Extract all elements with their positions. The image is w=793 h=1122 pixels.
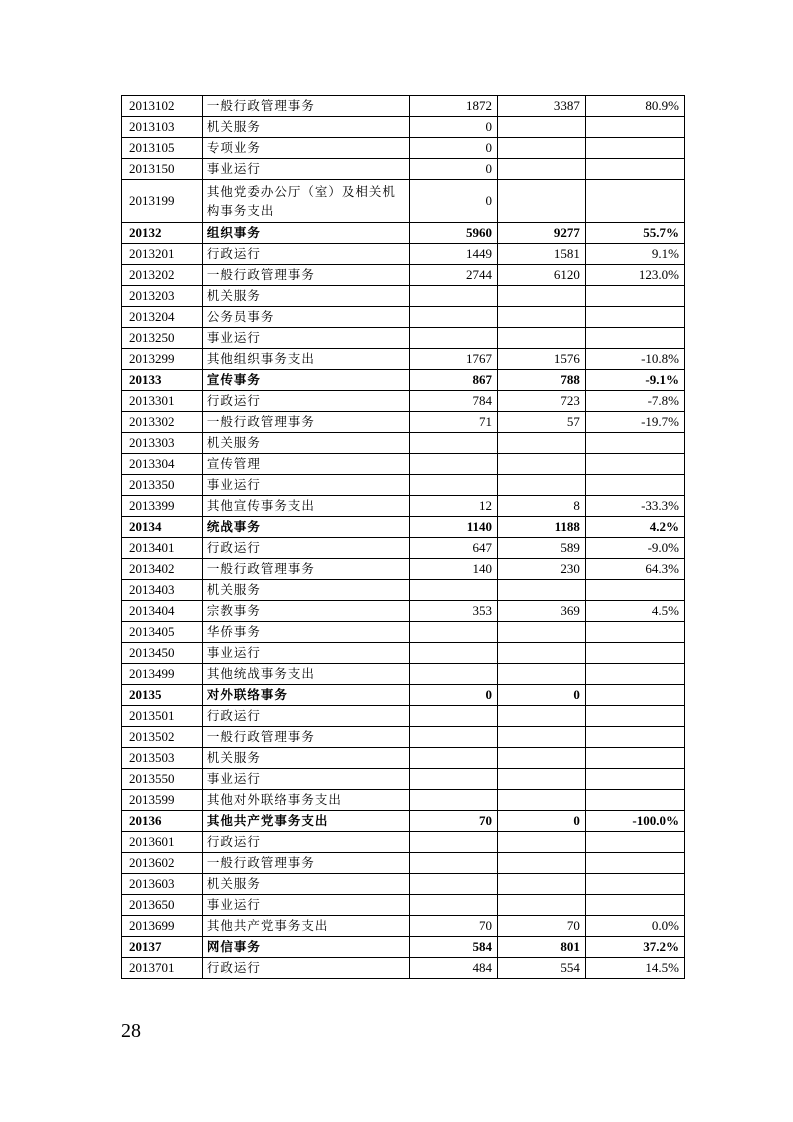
row-name-cell: 行政运行 — [202, 538, 409, 559]
row-code-cell: 2013301 — [122, 391, 203, 412]
row-2018-value-cell — [410, 664, 498, 685]
row-name-cell: 事业运行 — [202, 769, 409, 790]
row-2019-value-cell: 6120 — [497, 265, 585, 286]
row-2019-value-cell — [497, 706, 585, 727]
row-change-percent-cell — [585, 307, 684, 328]
row-change-percent-cell — [585, 643, 684, 664]
row-code-cell: 2013350 — [122, 475, 203, 496]
page-number: 28 — [121, 1020, 141, 1042]
budget-table — [121, 95, 685, 979]
row-2019-value-cell — [497, 622, 585, 643]
row-2019-value-cell — [497, 286, 585, 307]
row-name-cell: 机关服务 — [202, 874, 409, 895]
row-2019-value-cell — [497, 664, 585, 685]
row-name-cell: 一般行政管理事务 — [202, 727, 409, 748]
row-change-percent-cell — [585, 832, 684, 853]
row-2018-value-cell — [410, 307, 498, 328]
row-code-cell: 2013304 — [122, 454, 203, 475]
row-2019-value-cell: 801 — [497, 937, 585, 958]
table-row — [122, 496, 685, 517]
row-name-cell: 其他对外联络事务支出 — [202, 790, 409, 811]
row-2018-value-cell — [410, 832, 498, 853]
row-2018-value-cell: 71 — [410, 412, 498, 433]
row-2018-value-cell — [410, 748, 498, 769]
row-2019-value-cell — [497, 748, 585, 769]
row-change-percent-cell — [585, 454, 684, 475]
row-change-percent-cell: 0.0% — [585, 916, 684, 937]
row-2018-value-cell — [410, 727, 498, 748]
row-change-percent-cell: 4.5% — [585, 601, 684, 622]
row-code-cell: 2013650 — [122, 895, 203, 916]
row-2018-value-cell: 0 — [410, 138, 498, 159]
row-name-cell: 统战事务 — [202, 517, 409, 538]
row-change-percent-cell: 80.9% — [585, 96, 684, 117]
row-name-cell: 一般行政管理事务 — [202, 265, 409, 286]
table-row — [122, 180, 685, 223]
row-code-cell: 2013601 — [122, 832, 203, 853]
row-code-cell: 2013399 — [122, 496, 203, 517]
table-row — [122, 117, 685, 138]
row-change-percent-cell — [585, 664, 684, 685]
row-2018-value-cell: 140 — [410, 559, 498, 580]
row-name-cell: 专项业务 — [202, 138, 409, 159]
row-change-percent-cell: -7.8% — [585, 391, 684, 412]
row-code-cell: 2013199 — [122, 180, 203, 223]
row-2019-value-cell: 723 — [497, 391, 585, 412]
row-2018-value-cell: 0 — [410, 159, 498, 180]
row-code-cell: 20135 — [122, 685, 203, 706]
table-row — [122, 454, 685, 475]
row-change-percent-cell: -100.0% — [585, 811, 684, 832]
row-name-cell: 机关服务 — [202, 748, 409, 769]
row-change-percent-cell: -9.1% — [585, 370, 684, 391]
table-row — [122, 790, 685, 811]
table-row — [122, 937, 685, 958]
row-code-cell: 2013299 — [122, 349, 203, 370]
row-2018-value-cell — [410, 853, 498, 874]
table-row — [122, 538, 685, 559]
table-row — [122, 832, 685, 853]
row-2018-value-cell: 12 — [410, 496, 498, 517]
row-name-cell: 宣传管理 — [202, 454, 409, 475]
row-code-cell: 2013201 — [122, 244, 203, 265]
row-change-percent-cell — [585, 159, 684, 180]
row-code-cell: 2013105 — [122, 138, 203, 159]
row-name-cell: 机关服务 — [202, 286, 409, 307]
row-code-cell: 2013203 — [122, 286, 203, 307]
row-2019-value-cell — [497, 895, 585, 916]
row-2018-value-cell — [410, 475, 498, 496]
row-2018-value-cell — [410, 433, 498, 454]
row-2019-value-cell: 0 — [497, 811, 585, 832]
table-row — [122, 601, 685, 622]
row-code-cell: 2013502 — [122, 727, 203, 748]
table-row — [122, 622, 685, 643]
row-code-cell: 2013699 — [122, 916, 203, 937]
row-name-cell: 网信事务 — [202, 937, 409, 958]
row-2018-value-cell — [410, 895, 498, 916]
row-code-cell: 2013302 — [122, 412, 203, 433]
row-2018-value-cell: 584 — [410, 937, 498, 958]
table-row — [122, 370, 685, 391]
table-row — [122, 138, 685, 159]
row-name-cell: 其他统战事务支出 — [202, 664, 409, 685]
row-2019-value-cell — [497, 328, 585, 349]
row-code-cell: 2013250 — [122, 328, 203, 349]
row-change-percent-cell: -33.3% — [585, 496, 684, 517]
table-row — [122, 916, 685, 937]
table-row — [122, 412, 685, 433]
table-row — [122, 748, 685, 769]
row-2018-value-cell: 70 — [410, 811, 498, 832]
row-code-cell: 20134 — [122, 517, 203, 538]
row-2018-value-cell: 784 — [410, 391, 498, 412]
table-row — [122, 96, 685, 117]
table-row — [122, 328, 685, 349]
row-change-percent-cell — [585, 853, 684, 874]
row-2018-value-cell — [410, 790, 498, 811]
row-2019-value-cell: 788 — [497, 370, 585, 391]
row-2018-value-cell: 0 — [410, 180, 498, 223]
table-row — [122, 286, 685, 307]
table-row — [122, 664, 685, 685]
row-change-percent-cell — [585, 475, 684, 496]
table-row — [122, 706, 685, 727]
row-code-cell: 2013701 — [122, 958, 203, 979]
row-name-cell: 机关服务 — [202, 117, 409, 138]
row-2018-value-cell: 0 — [410, 685, 498, 706]
row-name-cell: 事业运行 — [202, 475, 409, 496]
row-name-cell: 事业运行 — [202, 895, 409, 916]
row-name-cell: 华侨事务 — [202, 622, 409, 643]
table-row — [122, 391, 685, 412]
row-name-cell: 组织事务 — [202, 223, 409, 244]
row-2019-value-cell — [497, 117, 585, 138]
row-change-percent-cell: -19.7% — [585, 412, 684, 433]
row-2019-value-cell — [497, 832, 585, 853]
table-row — [122, 159, 685, 180]
row-2018-value-cell: 1140 — [410, 517, 498, 538]
row-2019-value-cell — [497, 475, 585, 496]
row-code-cell: 20133 — [122, 370, 203, 391]
row-2019-value-cell — [497, 643, 585, 664]
row-name-cell: 对外联络事务 — [202, 685, 409, 706]
row-name-cell: 一般行政管理事务 — [202, 96, 409, 117]
row-code-cell: 20136 — [122, 811, 203, 832]
row-name-cell: 事业运行 — [202, 159, 409, 180]
row-2018-value-cell — [410, 454, 498, 475]
table-row — [122, 244, 685, 265]
row-name-cell: 一般行政管理事务 — [202, 412, 409, 433]
row-2019-value-cell: 57 — [497, 412, 585, 433]
row-name-cell: 行政运行 — [202, 706, 409, 727]
row-code-cell: 2013204 — [122, 307, 203, 328]
row-change-percent-cell — [585, 790, 684, 811]
row-2019-value-cell: 0 — [497, 685, 585, 706]
table-row — [122, 685, 685, 706]
row-name-cell: 其他宣传事务支出 — [202, 496, 409, 517]
row-change-percent-cell — [585, 706, 684, 727]
row-2018-value-cell: 2744 — [410, 265, 498, 286]
table-row — [122, 580, 685, 601]
table-row — [122, 769, 685, 790]
row-name-cell: 机关服务 — [202, 433, 409, 454]
row-change-percent-cell: -9.0% — [585, 538, 684, 559]
row-2019-value-cell — [497, 180, 585, 223]
row-2019-value-cell: 3387 — [497, 96, 585, 117]
table-row — [122, 853, 685, 874]
row-name-cell: 其他党委办公厅（室）及相关机构事务支出 — [202, 180, 409, 223]
row-name-cell: 事业运行 — [202, 643, 409, 664]
row-code-cell: 2013102 — [122, 96, 203, 117]
row-name-cell: 其他共产党事务支出 — [202, 916, 409, 937]
table-row — [122, 643, 685, 664]
row-2019-value-cell: 9277 — [497, 223, 585, 244]
row-code-cell: 2013603 — [122, 874, 203, 895]
row-2018-value-cell: 0 — [410, 117, 498, 138]
row-2019-value-cell: 230 — [497, 559, 585, 580]
row-change-percent-cell — [585, 286, 684, 307]
row-change-percent-cell: 37.2% — [585, 937, 684, 958]
row-change-percent-cell — [585, 727, 684, 748]
row-code-cell: 2013401 — [122, 538, 203, 559]
table-row — [122, 895, 685, 916]
row-code-cell: 2013599 — [122, 790, 203, 811]
row-code-cell: 2013501 — [122, 706, 203, 727]
row-change-percent-cell — [585, 769, 684, 790]
row-2018-value-cell: 1872 — [410, 96, 498, 117]
row-change-percent-cell: 64.3% — [585, 559, 684, 580]
row-2019-value-cell — [497, 159, 585, 180]
row-2019-value-cell — [497, 853, 585, 874]
row-change-percent-cell — [585, 580, 684, 601]
row-code-cell: 2013503 — [122, 748, 203, 769]
row-2019-value-cell — [497, 454, 585, 475]
table-row — [122, 265, 685, 286]
row-change-percent-cell: 4.2% — [585, 517, 684, 538]
table-row — [122, 958, 685, 979]
row-code-cell: 2013403 — [122, 580, 203, 601]
row-2019-value-cell: 554 — [497, 958, 585, 979]
row-name-cell: 行政运行 — [202, 832, 409, 853]
row-code-cell: 20137 — [122, 937, 203, 958]
row-2019-value-cell — [497, 580, 585, 601]
row-name-cell: 一般行政管理事务 — [202, 853, 409, 874]
row-change-percent-cell — [585, 180, 684, 223]
row-2018-value-cell — [410, 580, 498, 601]
row-name-cell: 宗教事务 — [202, 601, 409, 622]
row-change-percent-cell — [585, 748, 684, 769]
row-2018-value-cell — [410, 643, 498, 664]
row-code-cell: 2013150 — [122, 159, 203, 180]
row-code-cell: 2013303 — [122, 433, 203, 454]
table-row — [122, 349, 685, 370]
row-2018-value-cell: 867 — [410, 370, 498, 391]
row-2019-value-cell: 589 — [497, 538, 585, 559]
table-row — [122, 811, 685, 832]
row-name-cell: 事业运行 — [202, 328, 409, 349]
table-row — [122, 727, 685, 748]
row-2018-value-cell: 353 — [410, 601, 498, 622]
row-code-cell: 2013404 — [122, 601, 203, 622]
table-row — [122, 517, 685, 538]
row-change-percent-cell — [585, 433, 684, 454]
row-change-percent-cell — [585, 895, 684, 916]
row-name-cell: 机关服务 — [202, 580, 409, 601]
row-name-cell: 公务员事务 — [202, 307, 409, 328]
table-row — [122, 874, 685, 895]
row-2018-value-cell — [410, 328, 498, 349]
table-row — [122, 223, 685, 244]
row-change-percent-cell: 55.7% — [585, 223, 684, 244]
row-2019-value-cell: 1576 — [497, 349, 585, 370]
row-change-percent-cell: -10.8% — [585, 349, 684, 370]
row-change-percent-cell — [585, 328, 684, 349]
row-2018-value-cell: 647 — [410, 538, 498, 559]
row-name-cell: 行政运行 — [202, 244, 409, 265]
row-change-percent-cell — [585, 622, 684, 643]
row-2019-value-cell — [497, 433, 585, 454]
row-2019-value-cell — [497, 307, 585, 328]
table-row — [122, 433, 685, 454]
row-2019-value-cell — [497, 769, 585, 790]
row-code-cell: 2013103 — [122, 117, 203, 138]
row-2019-value-cell — [497, 874, 585, 895]
row-code-cell: 2013202 — [122, 265, 203, 286]
row-2018-value-cell — [410, 286, 498, 307]
row-2019-value-cell: 1188 — [497, 517, 585, 538]
row-2019-value-cell: 70 — [497, 916, 585, 937]
row-2019-value-cell — [497, 790, 585, 811]
row-change-percent-cell — [585, 117, 684, 138]
row-change-percent-cell — [585, 138, 684, 159]
budget-table-body — [122, 96, 685, 979]
row-code-cell: 20132 — [122, 223, 203, 244]
row-change-percent-cell: 9.1% — [585, 244, 684, 265]
row-name-cell: 其他共产党事务支出 — [202, 811, 409, 832]
row-code-cell: 2013402 — [122, 559, 203, 580]
row-name-cell: 行政运行 — [202, 958, 409, 979]
row-2018-value-cell — [410, 622, 498, 643]
row-2018-value-cell: 70 — [410, 916, 498, 937]
row-2018-value-cell: 484 — [410, 958, 498, 979]
row-code-cell: 2013602 — [122, 853, 203, 874]
table-row — [122, 307, 685, 328]
row-change-percent-cell: 123.0% — [585, 265, 684, 286]
row-code-cell: 2013405 — [122, 622, 203, 643]
row-code-cell: 2013550 — [122, 769, 203, 790]
row-code-cell: 2013450 — [122, 643, 203, 664]
row-2018-value-cell: 1767 — [410, 349, 498, 370]
row-2018-value-cell — [410, 874, 498, 895]
row-change-percent-cell — [585, 685, 684, 706]
row-2019-value-cell — [497, 727, 585, 748]
row-2018-value-cell — [410, 769, 498, 790]
row-name-cell: 一般行政管理事务 — [202, 559, 409, 580]
row-2018-value-cell: 1449 — [410, 244, 498, 265]
table-row — [122, 559, 685, 580]
row-2019-value-cell: 8 — [497, 496, 585, 517]
table-row — [122, 475, 685, 496]
row-name-cell: 宣传事务 — [202, 370, 409, 391]
row-2018-value-cell: 5960 — [410, 223, 498, 244]
row-name-cell: 其他组织事务支出 — [202, 349, 409, 370]
row-name-cell: 行政运行 — [202, 391, 409, 412]
row-2019-value-cell: 369 — [497, 601, 585, 622]
row-change-percent-cell — [585, 874, 684, 895]
row-2019-value-cell: 1581 — [497, 244, 585, 265]
row-2019-value-cell — [497, 138, 585, 159]
row-code-cell: 2013499 — [122, 664, 203, 685]
row-change-percent-cell: 14.5% — [585, 958, 684, 979]
row-2018-value-cell — [410, 706, 498, 727]
